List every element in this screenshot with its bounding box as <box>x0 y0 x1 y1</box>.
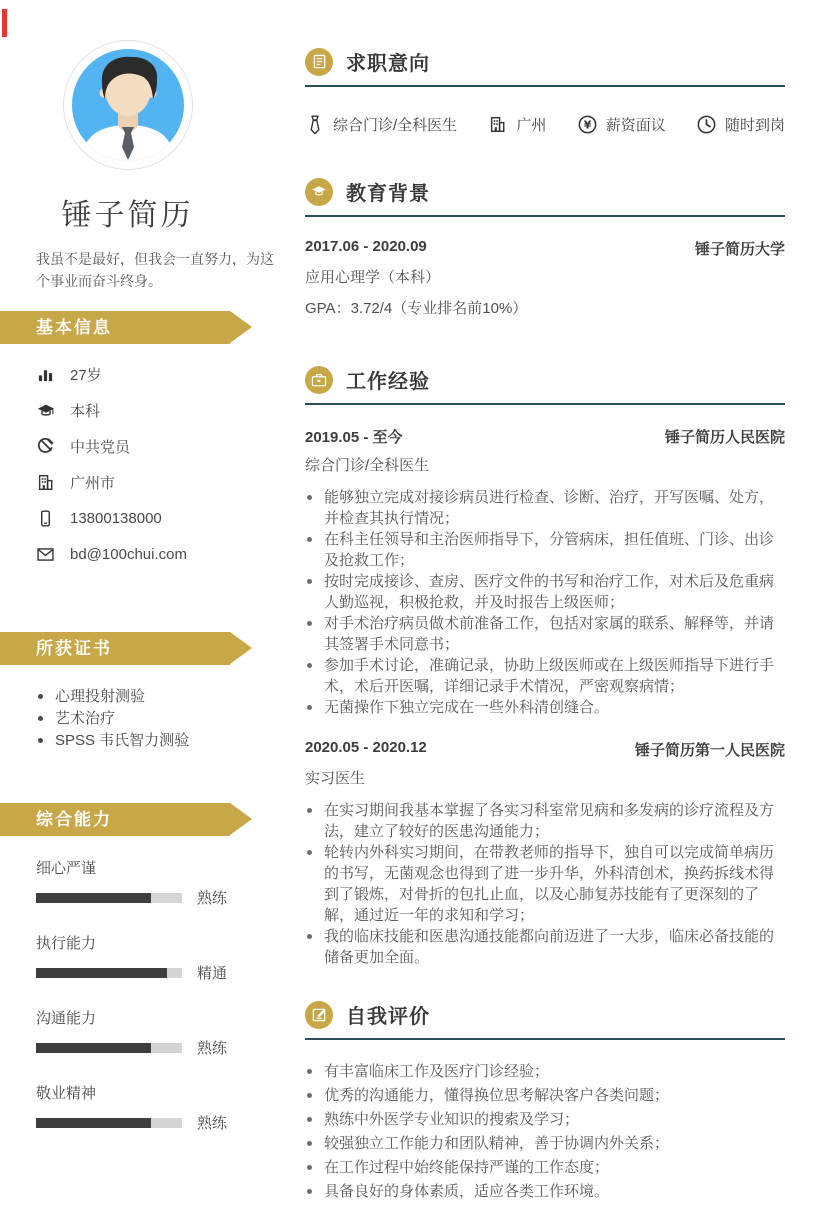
certificate-text: SPSS 韦氏智力测验 <box>55 732 190 750</box>
bullet-dot <box>307 808 312 813</box>
edit-icon <box>305 1001 333 1029</box>
job-intention-text: 薪资面议 <box>605 117 666 134</box>
basic-info-text: bd@100chui.com <box>70 545 187 563</box>
bullet-text: 参加手术讨论，准确记录，协助上级医师或在上级医师指导下进行手术，术后开医嘱，详细记录手术情况，严密观察病情； <box>324 657 775 695</box>
ability-level: 熟练 <box>197 890 228 908</box>
sidebar <box>0 0 274 1157</box>
section-header <box>305 365 785 405</box>
clock-icon <box>697 115 716 134</box>
section-title: 自我评价 <box>346 1006 430 1028</box>
entry-period: 2017.06 - 2020.09 <box>305 238 427 255</box>
basic-info-item <box>36 392 255 428</box>
candidate-motto: 我虽不是最好，但我会一直努力，为这个事业而奋斗终身。 <box>36 251 274 289</box>
bullet-item <box>305 529 785 571</box>
ability-label: 沟通能力 <box>36 1010 97 1028</box>
work-entry <box>305 426 785 718</box>
work-entry <box>305 739 785 968</box>
entry-bullet-list <box>305 487 785 718</box>
basic-info-item <box>36 464 255 500</box>
bullet-item <box>305 842 785 926</box>
bullet-dot <box>38 738 43 743</box>
bullet-text: 按时完成接诊、查房、医疗文件的书写和治疗工作，对术后及危重病人勤巡视，积极抢救，并及时报告上级医师； <box>324 573 775 611</box>
ability-item <box>36 857 255 908</box>
basic-info-item <box>36 356 255 392</box>
job-intention-text: 广州 <box>516 117 547 134</box>
ability-bar-fill <box>36 1043 151 1053</box>
section-title: 教育背景 <box>346 183 430 205</box>
ability-level: 精通 <box>197 965 228 983</box>
ribbon-certificates-title: 所获证书 <box>36 639 112 659</box>
basic-info-item <box>36 428 255 464</box>
ability-bar-track <box>36 968 182 978</box>
entry-header <box>305 739 785 760</box>
bullet-dot <box>307 621 312 626</box>
ability-bar-row <box>36 1112 255 1133</box>
ribbon-basic-info <box>0 311 230 344</box>
bullet-dot <box>307 1069 312 1074</box>
bullet-dot <box>307 1093 312 1098</box>
job-intention-text: 随时到岗 <box>724 117 785 134</box>
bullet-item <box>305 487 785 529</box>
ability-bar-fill <box>36 1118 151 1128</box>
bullet-text: 较强独立工作能力和团队精神，善于协调内外关系； <box>324 1135 670 1152</box>
bullet-dot <box>307 1141 312 1146</box>
tie-icon <box>305 115 324 134</box>
entry-period: 2019.05 - 至今 <box>305 429 403 446</box>
section-title: 工作经验 <box>346 371 430 393</box>
basic-info-text: 13800138000 <box>70 509 162 527</box>
ribbon-basic-info-title: 基本信息 <box>36 318 112 338</box>
section-education <box>305 177 785 319</box>
bullet-item <box>305 1109 785 1130</box>
ability-level: 熟练 <box>197 1115 228 1133</box>
bullet-dot <box>307 1117 312 1122</box>
entry-header <box>305 238 785 259</box>
entry-organization: 锤子简历第一人民医院 <box>634 742 785 759</box>
salary-icon <box>578 115 597 134</box>
bullet-item <box>305 1085 785 1106</box>
bullet-dot <box>38 716 43 721</box>
entry-header <box>305 426 785 447</box>
basic-info-list <box>0 356 255 572</box>
bullet-dot <box>307 850 312 855</box>
basic-info-text: 广州市 <box>70 474 116 492</box>
section-self-evaluation <box>305 1000 785 1202</box>
bullet-text: 有丰富临床工作及医疗门诊经验； <box>324 1063 550 1080</box>
entry-organization: 锤子简历人民医院 <box>664 429 785 446</box>
graduation-cap-icon <box>36 401 55 420</box>
job-intention-text: 综合门诊/全科医生 <box>333 117 458 134</box>
section-work-experience <box>305 365 785 968</box>
bullet-text: 能够独立完成对接诊病员进行检查、诊断、治疗，开写医嘱、处方，并检查其执行情况； <box>324 489 775 527</box>
basic-info-item <box>36 536 255 572</box>
ability-item <box>36 932 255 983</box>
bullet-dot <box>307 663 312 668</box>
bullet-text: 熟练中外医学专业知识的搜索及学习； <box>324 1111 580 1128</box>
bar-chart-icon <box>36 365 55 384</box>
bullet-item <box>305 613 785 655</box>
job-intention-item <box>305 114 457 135</box>
section-header <box>305 1000 785 1040</box>
certificate-item <box>38 708 255 729</box>
document-icon <box>305 48 333 76</box>
ability-label: 细心严谨 <box>36 860 97 878</box>
bullet-dot <box>307 705 312 710</box>
bullet-dot <box>307 934 312 939</box>
bullet-dot <box>307 1189 312 1194</box>
building-icon <box>36 473 55 492</box>
certificate-text: 心理投射测验 <box>55 688 146 706</box>
bullet-item <box>305 1157 785 1178</box>
entry-organization: 锤子简历大学 <box>694 241 785 258</box>
section-title: 求职意向 <box>346 53 430 75</box>
bullet-text: 我的临床技能和医患沟通技能都向前迈进了一大步，临床必备技能的储备更加全面。 <box>324 928 775 966</box>
bullet-item <box>305 926 785 968</box>
bullet-dot <box>38 694 43 699</box>
ability-label: 执行能力 <box>36 935 97 953</box>
ability-bar-fill <box>36 893 151 903</box>
certificate-text: 艺术治疗 <box>55 710 116 728</box>
entry-period: 2020.05 - 2020.12 <box>305 739 427 756</box>
job-intention-item <box>578 114 666 135</box>
ability-bar-row <box>36 887 255 908</box>
ability-label: 敬业精神 <box>36 1085 97 1103</box>
bullet-text: 具备良好的身体素质，适应各类工作环境。 <box>324 1183 610 1200</box>
certificate-item <box>38 686 255 707</box>
entry-role: 综合门诊/全科医生 <box>305 457 430 474</box>
party-emblem-icon <box>36 437 55 456</box>
bullet-item <box>305 1181 785 1202</box>
bullet-item <box>305 1061 785 1082</box>
certificate-list <box>0 686 255 751</box>
job-intention-item <box>488 114 546 135</box>
work-entries <box>305 426 785 968</box>
section-job-intention <box>305 47 785 135</box>
city-icon <box>488 115 507 134</box>
mail-icon <box>36 545 55 564</box>
bullet-item <box>305 800 785 842</box>
ribbon-abilities-title: 综合能力 <box>36 810 112 830</box>
basic-info-text: 27岁 <box>70 366 102 384</box>
bullet-dot <box>307 1165 312 1170</box>
avatar-illustration <box>72 49 184 161</box>
bullet-dot <box>307 495 312 500</box>
entry-bullet-list <box>305 800 785 968</box>
job-intention-item <box>697 114 785 135</box>
ability-bar-track <box>36 1118 182 1128</box>
bullet-text: 对手术治疗病员做术前准备工作，包括对家属的联系、解释等，并请其签署手术同意书； <box>324 615 775 653</box>
bullet-dot <box>307 537 312 542</box>
section-header <box>305 177 785 217</box>
briefcase-icon <box>305 366 333 394</box>
education-major: 应用心理学（本科） <box>305 269 441 286</box>
bullet-item <box>305 1133 785 1154</box>
job-intention-row <box>305 114 785 135</box>
ability-level: 熟练 <box>197 1040 228 1058</box>
ability-list <box>0 857 255 1133</box>
candidate-name: 锤子简历 <box>61 199 194 232</box>
bullet-text: 在科主任领导和主治医师指导下，分管病床，担任值班、门诊、出诊及抢救工作； <box>324 531 775 569</box>
entry-role: 实习医生 <box>305 770 366 787</box>
bullet-dot <box>307 579 312 584</box>
self-evaluation-list <box>305 1061 785 1202</box>
bullet-item <box>305 697 785 718</box>
certificate-item <box>38 730 255 751</box>
bullet-item <box>305 655 785 697</box>
ability-bar-track <box>36 893 182 903</box>
avatar <box>63 40 193 170</box>
basic-info-item <box>36 500 255 536</box>
bullet-text: 在实习期间我基本掌握了各实习科室常见病和多发病的诊疗流程及方法，建立了较好的医患沟通能力； <box>324 802 775 840</box>
ribbon-abilities <box>0 803 230 836</box>
bullet-item <box>305 571 785 613</box>
ability-item <box>36 1007 255 1058</box>
section-header <box>305 47 785 87</box>
bullet-text: 优秀的沟通能力，懂得换位思考解决客户各类问题； <box>324 1087 670 1104</box>
basic-info-text: 本科 <box>70 402 101 420</box>
svg-text:¥: ¥ <box>583 118 591 132</box>
ability-bar-fill <box>36 968 167 978</box>
bullet-text: 在工作过程中始终能保持严谨的工作态度； <box>324 1159 610 1176</box>
education-gpa: GPA：3.72/4（专业排名前10%） <box>305 300 528 317</box>
ability-item <box>36 1082 255 1133</box>
main-content <box>305 0 785 1205</box>
education-entry <box>305 238 785 319</box>
bullet-text: 无菌操作下独立完成在一些外科清创缝合。 <box>324 699 610 716</box>
ribbon-certificates <box>0 632 230 665</box>
phone-icon <box>36 509 55 528</box>
ability-bar-track <box>36 1043 182 1053</box>
bullet-text: 轮转内外科实习期间，在带教老师的指导下，独自可以完成简单病历的书写，无菌观念也得到了进一步升华，外科清创术，换药拆线术得到了锻炼，对骨折的包扎止血，以及心肺复苏技能有了更深刻的了解，通过近一年的求知和学习； <box>324 844 775 924</box>
graduation-cap-icon <box>305 178 333 206</box>
basic-info-text: 中共党员 <box>70 438 131 456</box>
ability-bar-row <box>36 962 255 983</box>
ability-bar-row <box>36 1037 255 1058</box>
